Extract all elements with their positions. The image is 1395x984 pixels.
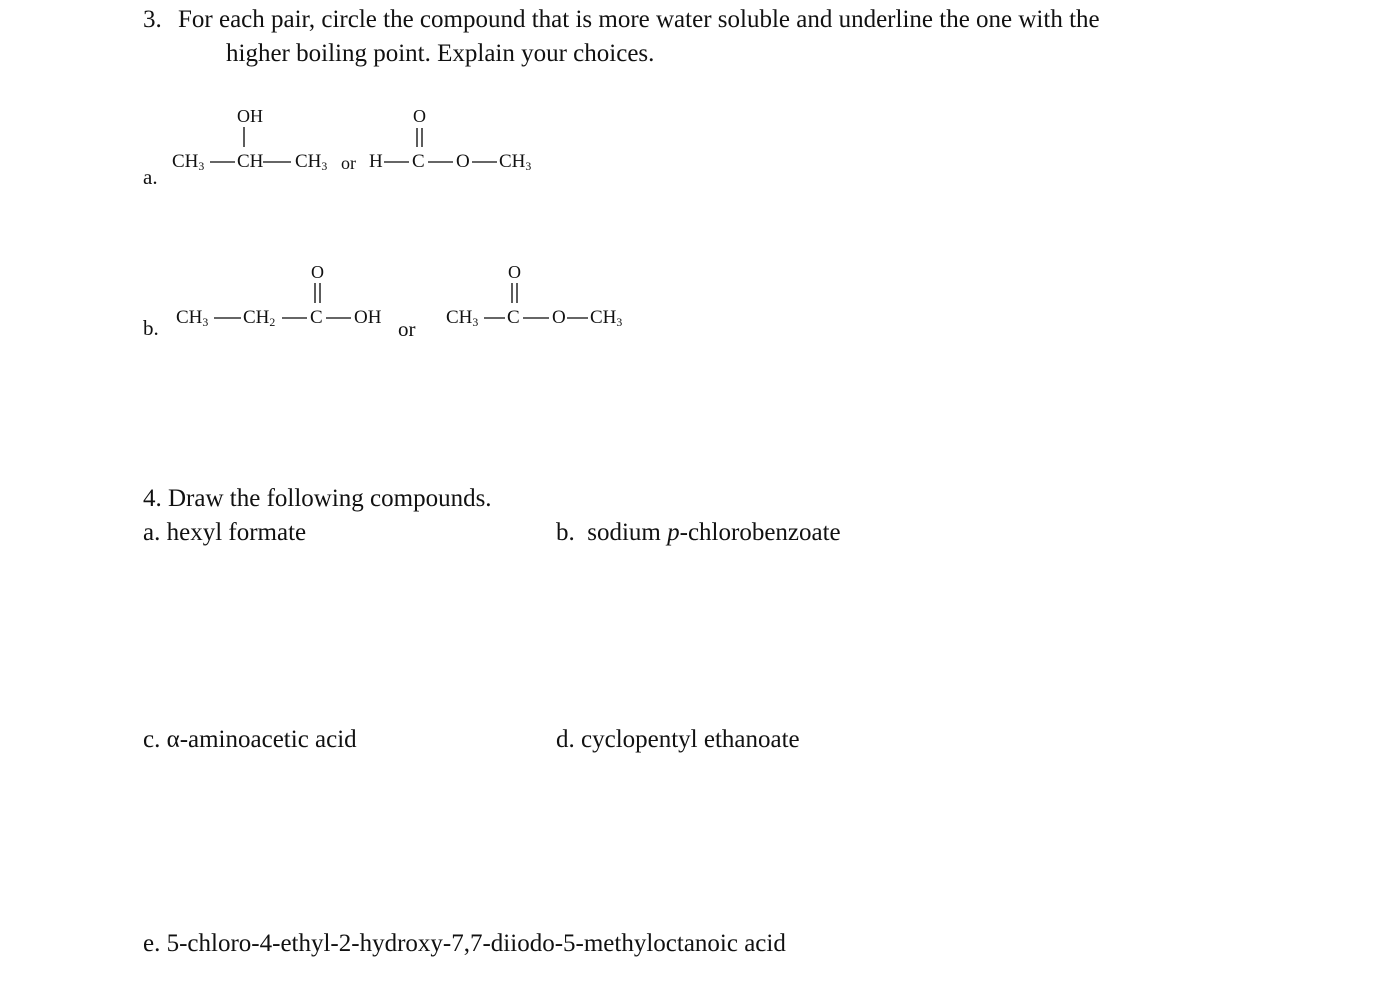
q3b-methylene: $CH_2$	[243, 307, 276, 329]
q4b-sodium-chlorobenzoate: b. sodium p-chlorobenzoate	[556, 519, 841, 546]
q4c-aminoacetic-acid: c. α-aminoacetic acid	[143, 726, 357, 753]
q3-line-2: higher boiling point. Explain your choices.	[226, 40, 655, 67]
q3b-methyl-left: $CH_3$	[176, 307, 209, 329]
q3b-carbonyl-oxygen-2: O	[508, 262, 521, 282]
q3a-methine: CH	[237, 151, 264, 172]
q3a-hydrogen: H	[369, 151, 383, 172]
q3b-carbonyl-carbon-1: C	[310, 307, 323, 328]
q4e-octanoic-acid: e. 5-chloro-4-ethyl-2-hydroxy-7,7-diiodo-5-methyloctanoic acid	[143, 930, 786, 957]
q3b-methyl-2: $CH_3$	[446, 307, 479, 329]
q4a-hexyl-formate: a. hexyl formate	[143, 519, 307, 546]
q3b-ester-oxygen: O	[552, 307, 566, 328]
q4d-cyclopentyl-ethanoate: d. cyclopentyl ethanoate	[556, 726, 800, 753]
q4-title: 4. Draw the following compounds.	[143, 485, 492, 512]
q3a-or: or	[341, 153, 356, 173]
q3a-hydroxyl: OH	[237, 106, 263, 126]
q3b-or: or	[398, 317, 416, 341]
q3-line-1: For each pair, circle the compound that is more water soluble and underline the one with the	[178, 6, 1100, 33]
q3b-label: b.	[143, 316, 159, 340]
q3b-hydroxyl: OH	[354, 307, 382, 328]
q3a-methyl-mid: $CH_3$	[295, 151, 328, 173]
q3a-methyl-left: $CH_3$	[172, 151, 205, 173]
q3a-methyl-right: $CH_3$	[499, 151, 532, 173]
q3b-carbonyl-carbon-2: C	[507, 307, 520, 328]
q3a-carbonyl-carbon: C	[412, 151, 425, 172]
q3b-carbonyl-oxygen-1: O	[311, 262, 324, 282]
q3a-label: a.	[143, 165, 158, 189]
q3a-ester-oxygen: O	[456, 151, 470, 172]
q3b-methyl-right: $CH_3$	[590, 307, 623, 329]
q3-number: 3.	[143, 6, 162, 33]
q3a-carbonyl-oxygen: O	[413, 106, 426, 126]
